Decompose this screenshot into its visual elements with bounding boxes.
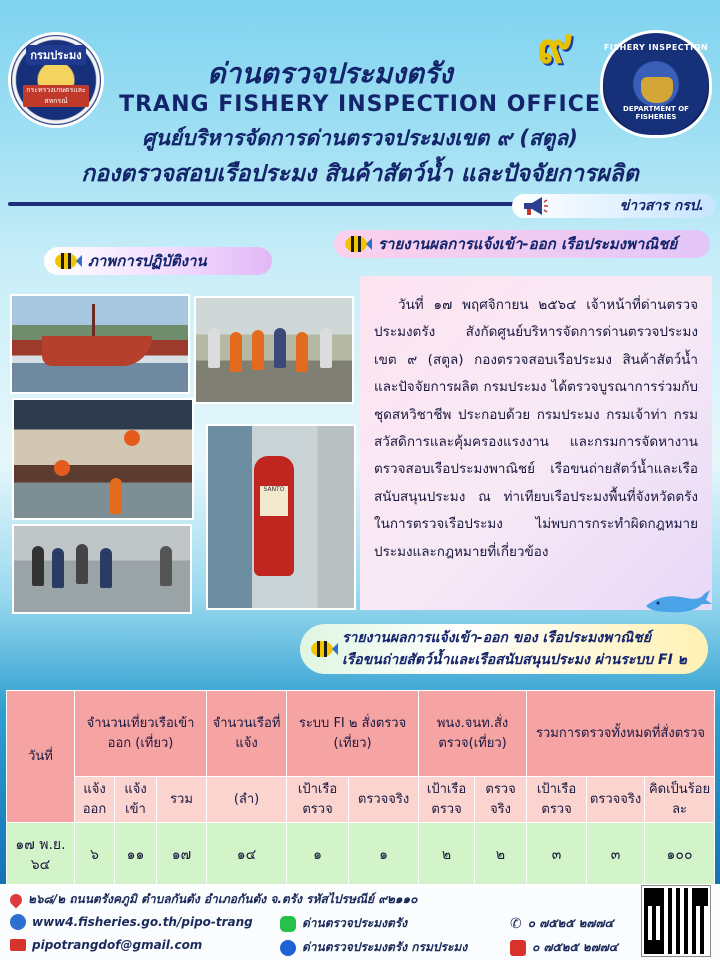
subheader-total-actual: ตรวจจริง <box>587 777 645 823</box>
line-app-icon <box>280 916 296 932</box>
tropical-fish-icon <box>342 234 372 254</box>
contact-footer <box>0 884 720 960</box>
region-number-badge: ๙ <box>536 15 574 74</box>
subheader-fi2-actual: ตรวจจริง <box>349 777 419 823</box>
footer-facebook-row[interactable] <box>280 938 467 957</box>
footer-line-row[interactable] <box>280 914 407 933</box>
fi2-section-text-line2: เรือขนถ่ายสัตว์น้ำและเรือสนับสนุนประมง ผ่านระบบ FI ๒ <box>342 652 687 668</box>
subheader-total-target: เป้าเรือตรวจ <box>527 777 587 823</box>
subheader-sum: รวม <box>157 777 207 823</box>
report-section-label <box>334 230 710 258</box>
cell-fi2-actual: ๑ <box>349 823 419 887</box>
division-name: กองตรวจสอบเรือประมง สินค้าสัตว์น้ำ และปัจจัยการผลิต <box>81 161 639 187</box>
subheader-boat-unit: (ลำ) <box>207 777 287 823</box>
footer-fax: ๐ ๗๕๒๕ ๒๗๗๔ <box>532 940 618 954</box>
activity-section-text: ภาพการปฏิบัติงาน <box>88 252 207 270</box>
center-name: ศูนย์บริหารจัดการด่านตรวจประมงเขต ๙ (สตูล) <box>142 126 578 150</box>
facebook-icon <box>280 940 296 956</box>
logo-left-text: กรมประมง <box>26 45 85 65</box>
footer-fax-row <box>510 938 618 957</box>
fire-extinguisher-photo: SANTO <box>206 424 356 610</box>
logo-right-bottom-text: DEPARTMENT OF FISHERIES <box>623 105 689 121</box>
fi2-section-label <box>300 624 708 674</box>
header-divider <box>8 202 522 206</box>
boat-deck-photo <box>12 398 194 520</box>
qr-code[interactable] <box>642 886 710 956</box>
subheader-out: แจ้งออก <box>75 777 115 823</box>
subheader-officer-actual: ตรวจจริง <box>475 777 527 823</box>
cell-fi2-target: ๑ <box>287 823 349 887</box>
cell-in: ๑๑ <box>115 823 157 887</box>
office-title-english: TRANG FISHERY INSPECTION OFFICE <box>119 92 601 117</box>
logo-right-top-text: FISHERY INSPECTION <box>603 43 709 52</box>
news-tag <box>512 194 716 218</box>
cell-officer-actual: ๒ <box>475 823 527 887</box>
footer-facebook[interactable]: ด่านตรวจประมงตรัง กรมประมง <box>302 940 468 954</box>
cell-total-actual: ๓ <box>587 823 645 887</box>
footer-email[interactable]: pipotrangdof@gmail.com <box>32 938 203 952</box>
megaphone-icon <box>522 196 548 216</box>
subheader-fi2-target: เป้าเรือตรวจ <box>287 777 349 823</box>
table-row <box>7 823 715 887</box>
footer-email-row[interactable] <box>10 938 202 952</box>
fax-icon <box>510 940 526 956</box>
inspection-team-photo <box>194 296 354 404</box>
header-total: รวมการตรวจทั้งหมดที่สั่งตรวจ <box>527 691 715 777</box>
footer-address: ๒๖๘/๒ ถนนตรังคภูมิ ตำบลกันตัง อำเภอกันตัง จ.ตรัง รหัสไปรษณีย์ ๙๒๑๑๐ <box>28 892 418 906</box>
header-officer: พนง.จนท.สั่งตรวจ(เที่ยว) <box>419 691 527 777</box>
report-paragraph-box <box>360 276 712 610</box>
subheader-officer-target: เป้าเรือตรวจ <box>419 777 475 823</box>
footer-website-row[interactable] <box>10 914 253 930</box>
cell-percent: ๑๐๐ <box>645 823 715 887</box>
cell-sum: ๑๗ <box>157 823 207 887</box>
cell-out: ๖ <box>75 823 115 887</box>
report-section-text: รายงานผลการแจ้งเข้า-ออก เรือประมงพาณิชย์ <box>378 235 678 253</box>
fishing-boat-photo <box>10 294 190 394</box>
tropical-fish-icon <box>308 639 338 659</box>
tropical-fish-icon <box>52 251 82 271</box>
logo-left-subtext: กระทรวงเกษตรและสหกรณ์ <box>23 85 89 107</box>
crew-interview-photo <box>12 524 192 614</box>
inspection-summary-table <box>6 690 714 887</box>
footer-phone: ๐ ๗๕๒๕ ๒๗๗๔ <box>527 916 614 930</box>
email-icon <box>10 939 26 951</box>
cell-total-target: ๓ <box>527 823 587 887</box>
footer-phone-row <box>510 914 614 933</box>
activity-section-label <box>44 247 272 275</box>
globe-icon <box>10 914 26 930</box>
whale-icon <box>642 588 712 616</box>
cell-boats: ๑๔ <box>207 823 287 887</box>
report-paragraph: วันที่ ๑๗ พฤศจิกายน ๒๕๖๔ เจ้าหน้าที่ด่านตรวจประมงตรัง สังกัดศูนย์บริหารจัดการด่านตรวจประมง เขต ๙ (สตูล) กองตรวจสอบเรือประมง สินค้าสัตว์น้ำ และปัจจัยการผลิต กรมประมง ได้ตรวจบูรณาการร่วมกับชุดสหวิชาชีพ ประกอบด้วย กรมประมง กรมเจ้าท่า กรมสวัสดิการและคุ้มครองแรงงาน และกรมการจัดหางาน ตรวจสอบเรือประมงพาณิชย์ เรือขนถ่ายสัตว์น้ำและเรือสนับสนุนประมง ณ ท่าเทียบเรือประมงพื้นที่จังหวัดตรัง ในการตรวจเรือประมง ไม่พบการกระทำผิดกฎหมายประมงและกฎหมายที่เกี่ยวข้อง <box>374 297 698 560</box>
footer-line[interactable]: ด่านตรวจประมงตรัง <box>302 916 408 930</box>
emblem-icon <box>641 77 673 103</box>
header-trips: จำนวนเที่ยวเรือเข้าออก (เที่ยว) <box>75 691 207 777</box>
footer-website[interactable]: www4.fisheries.go.th/pipo-trang <box>32 915 253 929</box>
footer-address-row <box>10 890 417 909</box>
subheader-percent: คิดเป็นร้อยละ <box>645 777 715 823</box>
header-fi2: ระบบ FI ๒ สั่งตรวจ (เที่ยว) <box>287 691 419 777</box>
location-pin-icon <box>8 891 25 908</box>
cell-officer-target: ๒ <box>419 823 475 887</box>
header-date: วันที่ <box>7 691 75 823</box>
news-tag-label: ข่าวสาร กรป. <box>619 198 704 214</box>
office-title-thai: ด่านตรวจประมงตรัง <box>207 57 453 90</box>
subheader-in: แจ้งเข้า <box>115 777 157 823</box>
phone-icon: ✆ <box>510 915 522 932</box>
fi2-section-text-line1: รายงานผลการแจ้งเข้า-ออก ของ เรือประมงพาณิชย์ <box>342 630 651 646</box>
department-of-fisheries-logo <box>8 32 104 128</box>
header-boats: จำนวนเรือที่แจ้ง <box>207 691 287 777</box>
cell-date: ๑๗ พ.ย. ๖๔ <box>7 823 75 887</box>
